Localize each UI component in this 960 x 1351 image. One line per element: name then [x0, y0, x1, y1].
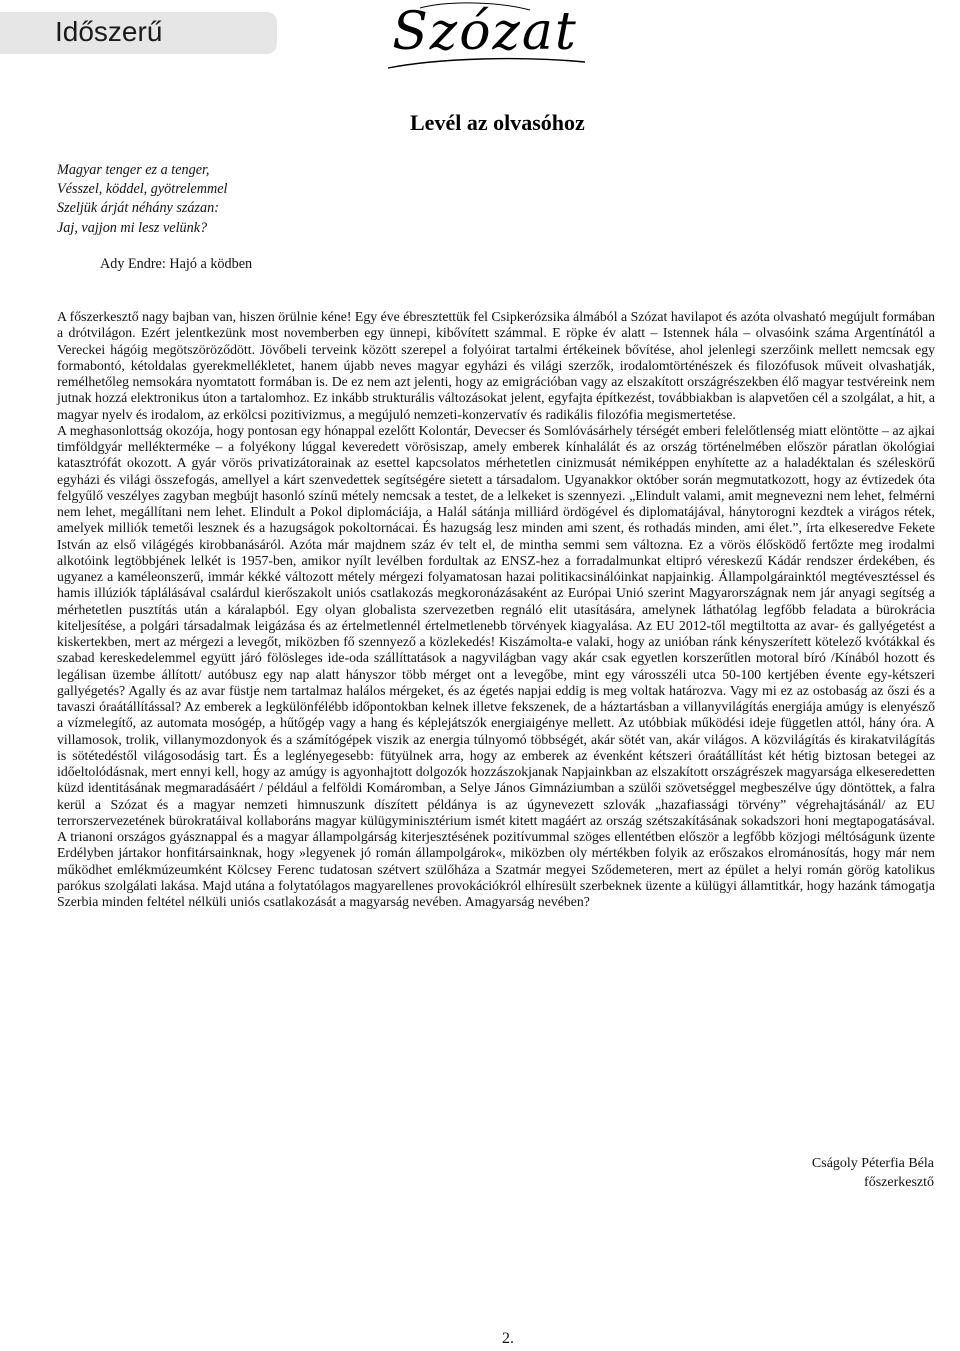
- poem-line: Vésszel, köddel, gyötrelemmel: [57, 181, 228, 198]
- paragraph: A főszerkesztő nagy bajban van, hiszen örülnie kéne! Egy éve ébresztettük fel Csipkerózsika álmából a Szózat havilapot és azóta olvasható megújult formában a drótvilágon. Ezért jelentkezünk most novemberben egy ünnepi, kibővített számmal. E röpke év alatt – Istennek hála – olvasóink száma Argentínától a Vereckei hágóig megötszöröződött. Jövőbeli terveink között szerepel a folyóirat tartalmi értékeinek bővítése, ahol jelenlegi szerzőink mellett nemcsak egy formabontó, kétoldalas gyerekmellékletet, hanem újabb neves magyar egyházi és világi szerzők, irodalomtörténészek és filozófusok műveit olvashatják, remélhetőleg nemsokára nyomtatott formában is. De ez nem azt jelenti, hogy az emigrációban vagy az elszakított országrészekben élő magyar testvéreink nem jutnak hozzá elektronikus úton a tartalomhoz. Ez inkább strukturális változásokat jelent, egyfajta építkezést, továbbiakban is alapvetően cél a szolgálat, a hit, a magyar nyelv és irodalom, az erkölcsi pozitivizmus, a megújuló nemzeti-konzervatív és radikális filozófia megismertetése.: [57, 309, 935, 422]
- masthead-logo-text: Szózat: [392, 2, 578, 62]
- poem-line: Magyar tenger ez a tenger,: [57, 162, 210, 178]
- signature-name: Cságoly Péterfia Béla: [811, 1156, 934, 1171]
- article-body: [57, 309, 935, 910]
- poem-line: Jaj, vajjon mi lesz velünk?: [57, 219, 208, 236]
- paragraph: A meghasonlottság okozója, hogy pontosan egy hónappal ezelőtt Kolontár, Devecser és Somlóvásárhely térségét emberi felelőtlenség miatt elöntötte – az ajkai timföldgyár mellékterméke – a folyékony lúggal keveredett vörösiszap, amely emberek kínhalálát és az ország történelmében először páratlan ökológiai katasztrófát okozott. A gyár vörös privatizátorainak az esettel kapcsolatos mérhetetlen cinizmusát némiképpen enyhítette az a haladéktalan és széleskörű egyházi és világi összefogás, amellyel a kárt szenvedettek segítségére sietett a társadalom. Ugyanakkor október során megmutatkozott, hogy az évtizedek óta felgyűlő veszélyes zagyban megbújt hasonló színű métely nemcsak a testet, de a lelkeket is szennyezi. „Elindult valami, amit megnevezni nem lehet, felmérni nem lehet, megállítani nem lehet. Elindult a Pokol diplomáciája, a Halál sátánja milliárd ördögével és diplomatájával, hánytorogni kezdtek a virágos rétek, amelyek milliók temetői lesznek és a hazugságok pokoltornácai. És hazugság lesz minden ami szent, és rothadás minden, ami élet.”, írta elkeseredve Fekete István az első világégés kirobbanásáról. Azóta már majdnem száz év telt el, de mintha semmi sem változna. Ez a vörös élősködő fertőzte meg irodalmi alkotóink legtöbbjének lelkét is 1957-ben, amikor nyílt levélben fordultak az ENSZ-hez a forradalmunkat eltipró véreskezű Kádár rendszer érdekében, és ugyanez a kaméleonszerű, immár kékké változott métely mérgezi folyamatosan hazai politikacsinálóinkat napjainkig. Állampolgárainktól megtévesztéssel és hamis illúziók táplálásával csalárdul kierőszakolt uniós csatlakozás megkoronázásaként az Európai Unió szerint Magyarországnak nem jár anyagi segítség a mérhetetlen pusztítás után a káralapból. Egy olyan globalista szervezetben regnáló elit utasítására, amelynek láthatólag legfőbb feladata a bürokrácia kiteljesítése, a polgári társadalmak leigázása és az értelmetlennél értelmetlenebb törvények kiagyalása. Az EU 2012-től megtiltotta az avar- és gallyégetést a kiskertekben, mert az mérgezi a levegőt, miközben fő szennyező a közlekedés! Kiszámolta-e valaki, hogy az unióban ránk kényszerített kötelező kvótákkal és szabad kereskedelemmel együtt járó fölösleges ide-oda szállíttatások a nagyvilágban vagy akár csak egyetlen korszerűtlen motoral bíró /Kínából hozott és legálisan üzembe állított/ autóbusz egy nap alatt hányszor több mérget ont a levegőbe, mint egy városszéli utca 50-100 kertjében évente egy-kétszeri gallyégetés? Agally és az avar füstje nem tartalmaz halálos mérgeket, és az égetés napjai eddig is meg voltak határozva. Vagy mi ez az ostobaság az őszi és a tavaszi óraátállítással? Az emberek a legkülönfélébb időpontokban kelnek illetve fekszenek, de a háztartásban a villanyvilágítás energiája amúgy is elenyésző a vízmelegítő, az automata mosógép, a hűtőgép vagy a hang és képlejátszók energiaigénye mellett. Az utóbbiak működési ideje független attól, hány óra. A villamosok, trolik, villanymozdonyok és a számítógépek viszik az energia túlnyomó többségét, akár sötét van, akár világos. A közvilágítás és kirakatvilágítás is sötétedéstől világosodásig tart. És a leglényegesebb: fütyülnek arra, hogy az emberek az évenként kétszeri óraátállítást két hétig biztosan betegei az időeltolódásnak, mert ennyi kell, hogy az amúgy is agyonhajtott dolgozók hozzászokjanak Napjainkban az elszakított országrészek magyarsága elkeseredetten küzd identitásának megmaradásáért / például a felföldi Komáromban, a Selye János Gimnáziumban a szülői szövetséggel megbeszélve úgy döntöttek, a falra kerül a Szózat és a magyar nemzeti himnuszunk díszített példánya is az úgynevezett szlovák „hazafiassági törvény” végrehajtásánál/ az EU terrorszervezetének bürokratáival kollaboráns magyar külügyminisztérium ismét kitett magáért az ország szétszakításának sokadszori honi megtapogatásával. A trianoni országos gyásznappal és a magyar állampolgárság kiterjesztésének pozitívummal szöges ellentétben először a legfőbb közjogi méltóságunk üzente Erdélyben jártakor honfitársainknak, hogy »legyenek jó román állampolgárok«, miközben oly mértékben folyik az erőszakos elrománosítás, hogy már nem működhet emlékmúzeumként Kölcsey Ferenc tudatosan szétvert szülőháza a Szatmár megyei Sződemeteren, mert az épület a helyi román görög katolikus parókus szolgálati lakása. Majd utána a folytatólagos magyarellenes provokációkról elhíresült szerbeknek üzente a külügyi államtitkár, hogy hazánk támogatja Szerbia minden feltétel nélküli uniós csatlakozását a magyarság nevében. Amagyarság nevében?: [57, 422, 935, 909]
- section-tab: [0, 12, 277, 54]
- signature: [812, 1155, 934, 1192]
- page-number: 2.: [502, 1330, 514, 1347]
- section-label: Időszerű: [55, 16, 163, 47]
- signature-role: főszerkesztő: [864, 1174, 934, 1190]
- poem-quote: [57, 161, 227, 238]
- poem-author: Ady Endre: Hajó a ködben: [100, 256, 253, 272]
- masthead-logo: [380, 0, 590, 80]
- masthead-flourish: [380, 0, 590, 80]
- article-title: Levél az olvasóhoz: [410, 110, 585, 135]
- poem-line: Szeljük árját néhány százan:: [57, 200, 219, 217]
